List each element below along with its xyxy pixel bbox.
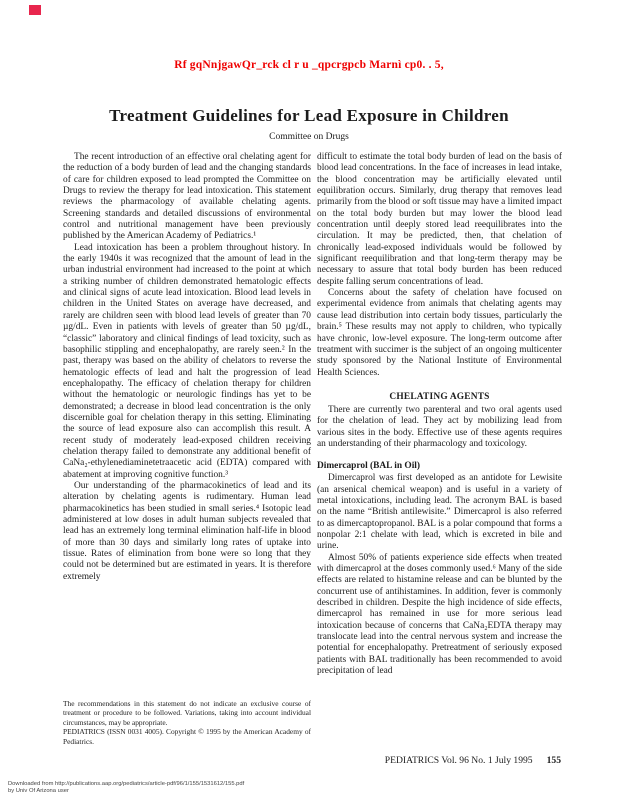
paragraph: Almost 50% of patients experience side effects when treated with dimercaprol at the doses commonly used.⁶ Many of the side effects are related to histamine release and can be blunted by the concurrent use of antihistamines. In addition, fever is commonly described in children. Despite the high incidence of side effects, dimercaprol has remained in use for more serious lead intoxication because of concerns that CaNa₂EDTA therapy may translocate lead into the central nervous system and increase the potential for encephalopathy. Pretreatment of seriously exposed patients with BAL traditionally has been recommended to avoid precipitation of lead (317, 552, 562, 677)
download-user-line: by Univ Of Arizona user (8, 787, 69, 794)
download-source-line: Downloaded from http://publications.aap.org/pediatrics/article-pdf/96/1/155/1531612/155.pdf (8, 781, 245, 787)
retired-statement-watermark: Rf gqNnjgawQr_rck cl r u _qpcrgpcb Marnì cp0. . 5, (174, 59, 444, 71)
left-column (63, 152, 311, 583)
paragraph: Concerns about the safety of chelation have focused on experimental evidence from animals that chelating agents may cause lead distribution into certain body tissues, particularly the brain.⁵ These results may not apply to children, who typically have chronic, low-level exposure. The long-term outcome after treatment with succimer is the subject of an ongoing multicenter study sponsored by the National Institute of Environmental Health Sciences. (317, 288, 562, 378)
page-number: 155 (546, 755, 561, 766)
paragraph: Our understanding of the pharmacokinetics of lead and its alteration by chelating agents is rudimentary. Human lead pharmacokinetics has been studied in small series.⁴ Isotopic lead administered at low doses in adult human subjects revealed that lead has an extremely long terminal elimination half-life in blood of more than 30 days and similarly long rates of uptake into tissue. Rates of elimination from bone were so long that they could not be determined but are estimated in years. It is therefore extremely (63, 480, 311, 582)
right-column (317, 152, 562, 677)
author-byline: Committee on Drugs (269, 132, 349, 142)
paragraph: difficult to estimate the total body burden of lead on the basis of blood lead concentrations. In the face of increases in lead intake, the blood concentration may be artificially elevated until equilibration occurs. Similarly, drug therapy that removes lead primarily from the blood or soft tissue may have a limited impact on the total body burden but may lower the blood lead concentration until deeply stored lead reequilibrates into the circulation. It may be predicted, then, that chelation of chronically lead-exposed individuals would be followed by significant reequilibration and that long-term therapy may be necessary to assure that total body burden has been reduced despite falling serum concentrations of lead. (317, 152, 562, 287)
statement-footnote (63, 699, 311, 746)
paragraph: The recent introduction of an effective oral chelating agent for the reduction of a body burden of lead and the changing standards of care for children exposed to lead prompted the Committee on Drugs to review the therapy for lead intoxication. This statement reviews the pharmacology of available chelating agents. Screening standards and detailed discussions of environmental control and nutritional management have been previously published by the American Academy of Pediatrics.¹ (63, 152, 311, 242)
paragraph: There are currently two parenteral and two oral agents used for the chelation of lead. They act by mobilizing lead from various sites in the body. Effective use of these agents requires an understanding of their pharmacology and toxicology. (317, 404, 562, 449)
red-corner-mark (29, 5, 41, 15)
subsection-heading-dimercaprol: Dimercaprol (BAL in Oil) (317, 461, 421, 472)
page-title: Treatment Guidelines for Lead Exposure in Children (109, 106, 509, 126)
footnote-text: The recommendations in this statement do not indicate an exclusive course of treatment or procedure to be followed. Variations, taking into account individual circumstances, may be appropriate. (63, 699, 311, 727)
copyright-text: PEDIATRICS (ISSN 0031 4005). Copyright © 1995 by the American Academy of Pediatrics. (63, 727, 311, 746)
journal-citation: PEDIATRICS Vol. 96 No. 1 July 1995 (384, 755, 533, 766)
download-notice (8, 781, 244, 795)
paragraph: Dimercaprol was first developed as an antidote for Lewisite (an arsenical chemical weapon) and is useful in a variety of metal intoxications, including lead. The acronym BAL is based on the name “British antilewisite.” Dimercaprol is also referred to as dimercaptopropanol. BAL is a polar compound that forms a nonpolar 2:1 chelate with lead, which is excreted in bile and urine. (317, 473, 562, 552)
page-footer (385, 755, 561, 766)
paragraph: Lead intoxication has been a problem throughout history. In the early 1940s it was recognized that the amount of lead in the urban industrial environment had increased to the point at which a striking number of children demonstrated hematologic effects and clinical signs of acute lead intoxication. Blood lead levels in children in the United States on average have decreased, and rarely are children seen with blood lead levels of greater than 70 µg/dL. Even in patients with levels of greater than 50 µg/dL, “classic” laboratory and clinical findings of lead toxicity, such as basophilic stippling and encephalopathy, are rarely seen.² In the past, therapy was based on the ability of chelators to reverse the hematologic effects of lead and halt the progression of lead encephalopathy. The efficacy of chelation therapy for children without the hematologic or neurologic findings has yet to be demonstrated; a decrease in blood lead concentration is the only discernible goal for chelation therapy in this setting. Eliminating the source of lead exposure also can accomplish this result. A recent study of moderately lead-exposed children receiving chelation therapy failed to demonstrate any additional benefit of CaNa₂-ethylenediaminetetraacetic acid (EDTA) compared with abatement at improving cognitive function.³ (63, 242, 311, 480)
section-heading-chelating-agents: CHELATING AGENTS (389, 391, 490, 402)
